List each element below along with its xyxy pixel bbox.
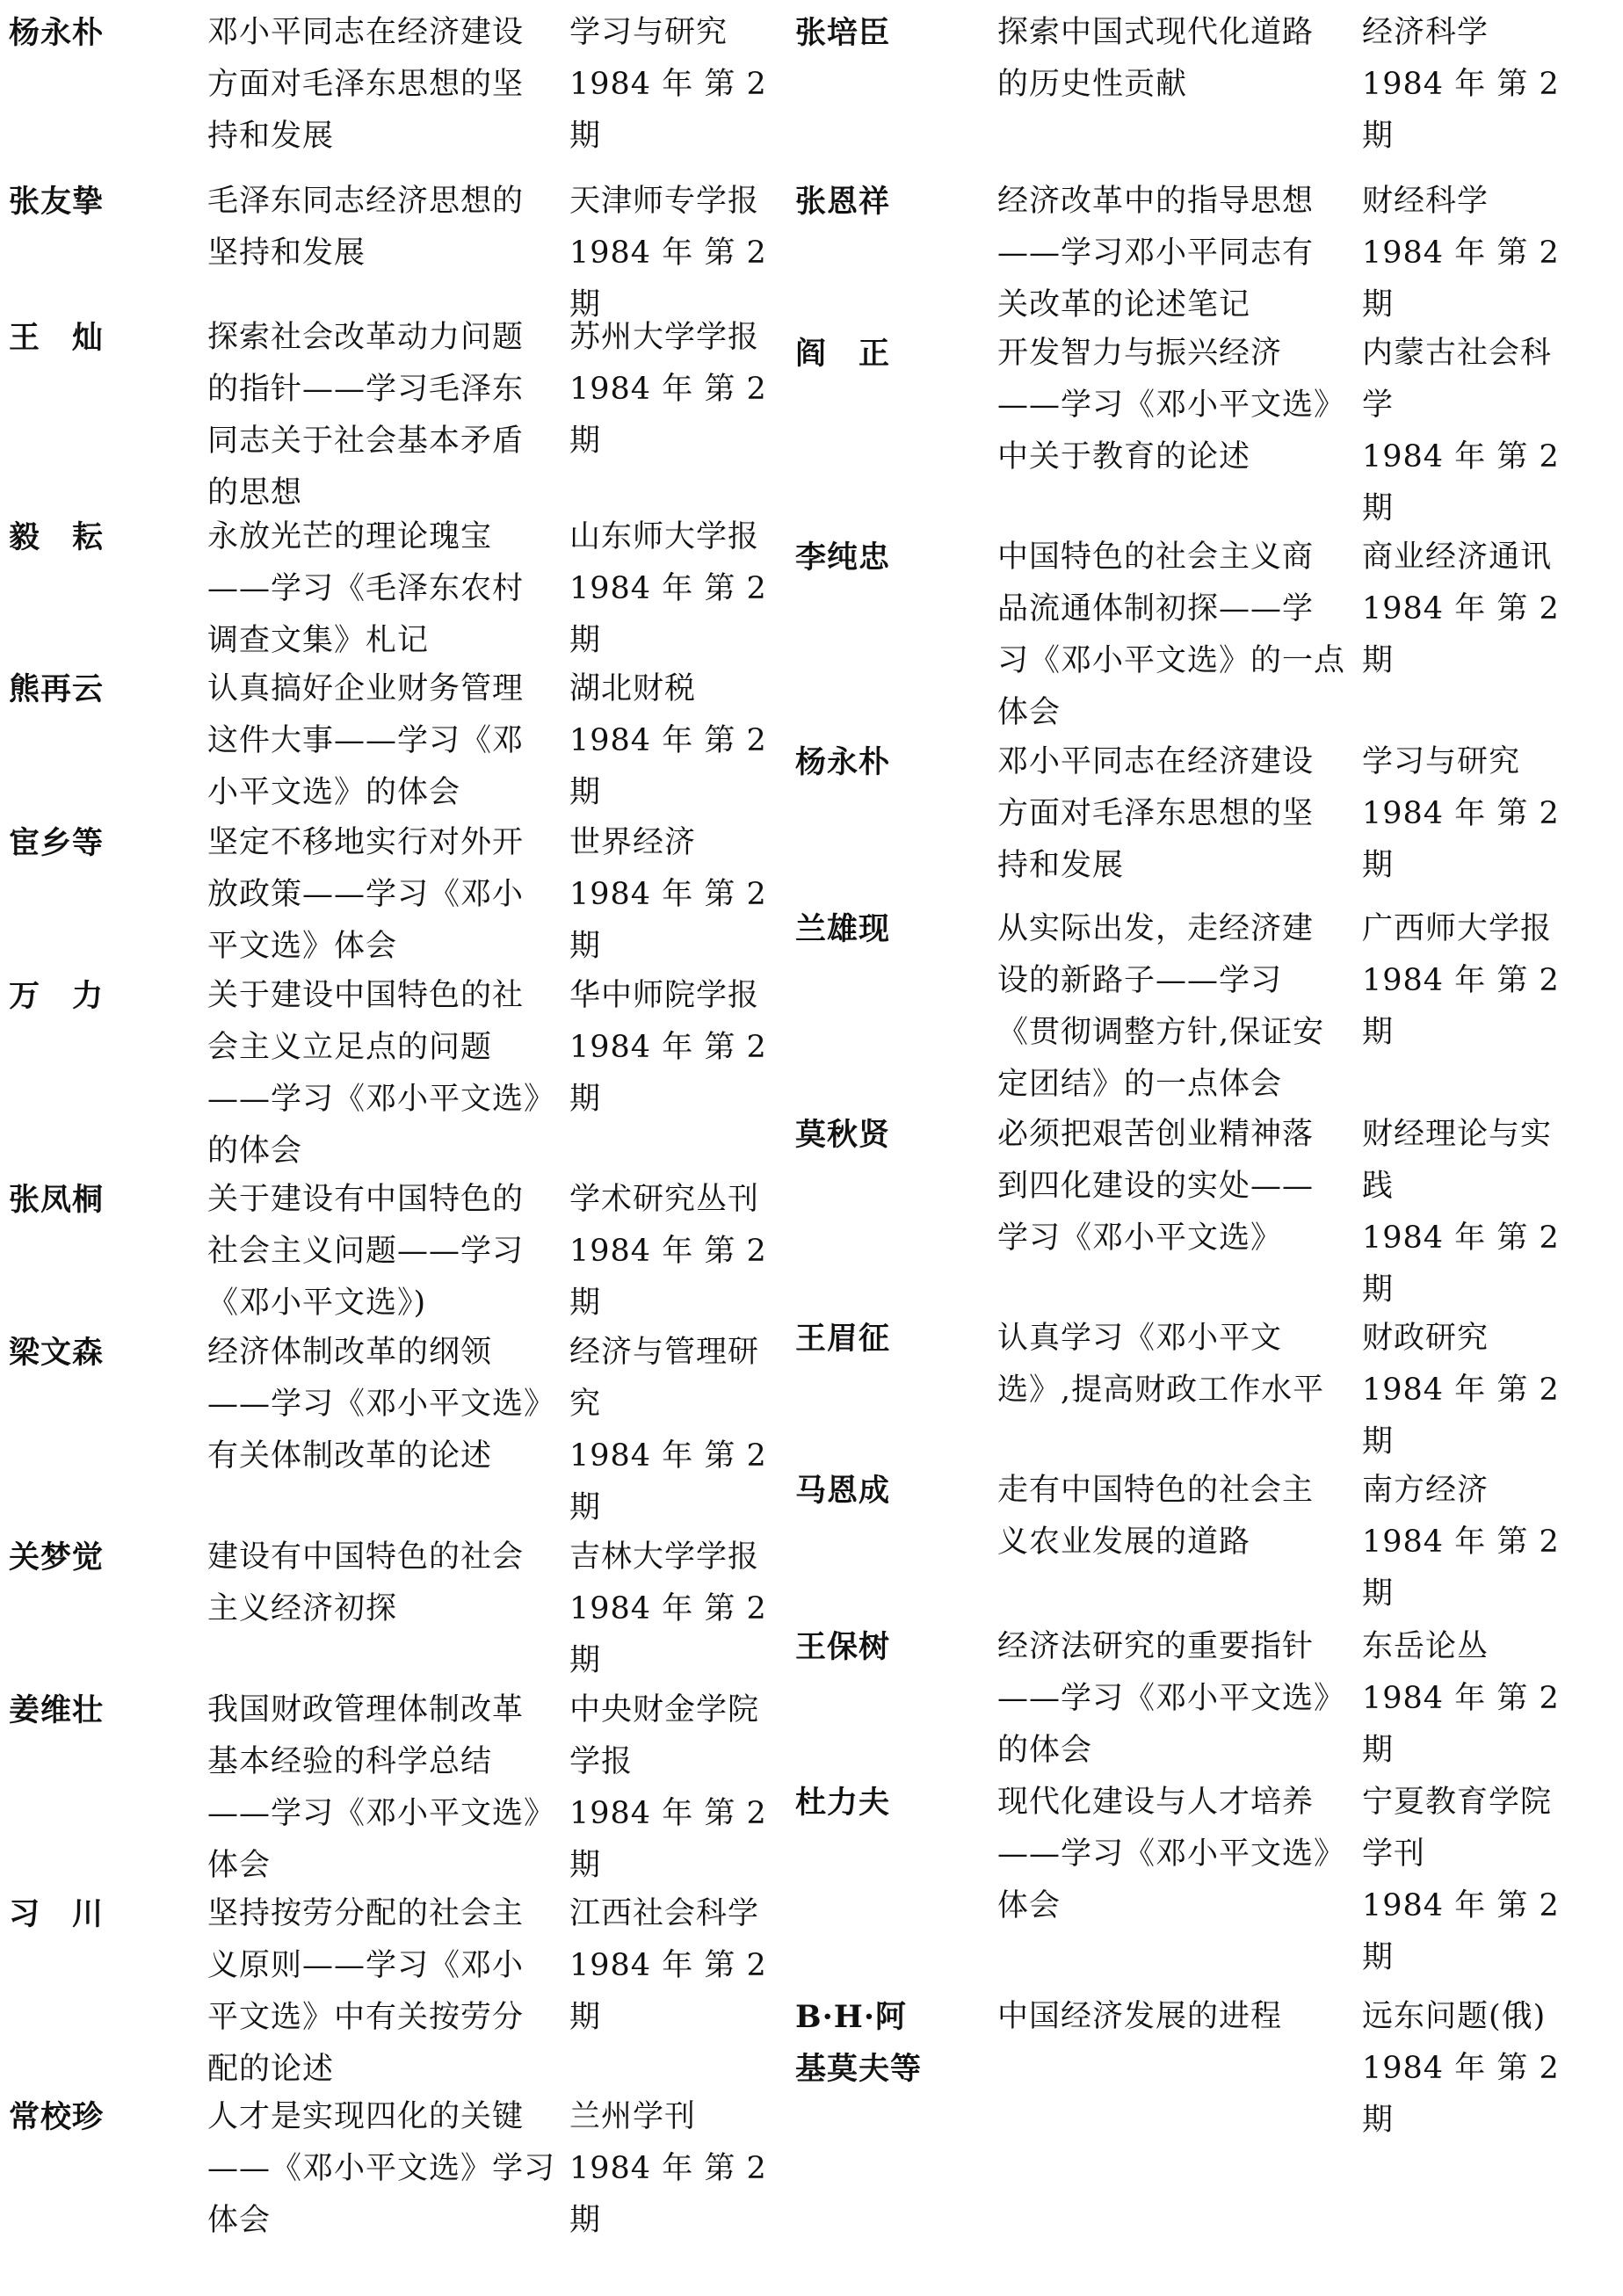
source-line: 兰州学刊 xyxy=(569,2099,697,2134)
title-line: 会主义立足点的问题 xyxy=(207,1030,493,1065)
source-line: 学刊 xyxy=(1362,1836,1426,1872)
source-line: 天津师专学报 xyxy=(569,184,760,219)
entry-author xyxy=(795,7,980,59)
entry-author xyxy=(795,903,980,955)
entry-source xyxy=(1362,1991,1617,2147)
title-line: 同志关于社会基本矛盾 xyxy=(207,424,525,459)
title-line: 体会 xyxy=(207,2203,272,2238)
entry-author xyxy=(795,328,980,380)
entry-author xyxy=(9,2091,185,2143)
source-line: 1984 年 第 2 xyxy=(1362,439,1560,474)
author-line: 莫秋贤 xyxy=(795,1117,891,1153)
title-line: 经济体制改革的纲领 xyxy=(207,1335,493,1370)
entry-source xyxy=(569,970,791,1126)
entry-title xyxy=(997,1777,1349,1932)
title-line: 关于建设中国特色的社 xyxy=(207,978,525,1013)
entry-source xyxy=(569,511,791,667)
author-line: 阎 正 xyxy=(795,336,891,372)
source-line: 期 xyxy=(1362,1733,1395,1768)
entry-author xyxy=(795,1109,980,1161)
title-line: 《邓小平文选》) xyxy=(207,1286,427,1321)
source-line: 1984 年 第 2 xyxy=(569,571,767,606)
source-line: 1984 年 第 2 xyxy=(1362,2051,1560,2086)
entry-title xyxy=(207,7,559,163)
entry-author xyxy=(795,1313,980,1365)
author-line: 梁文森 xyxy=(9,1335,105,1371)
source-line: 期 xyxy=(569,1490,602,1525)
source-line: 1984 年 第 2 xyxy=(569,723,767,758)
title-line: 平文选》体会 xyxy=(207,929,398,964)
title-line: 认真学习《邓小平文 xyxy=(997,1321,1283,1356)
title-line: 关改革的论述笔记 xyxy=(997,287,1251,322)
author-line: 杨永朴 xyxy=(9,15,105,51)
source-line: 期 xyxy=(1362,1576,1395,1612)
entry-source xyxy=(569,1532,791,1687)
title-line: 社会主义问题——学习 xyxy=(207,1234,525,1269)
source-line: 远东问题(俄) xyxy=(1362,1999,1547,2034)
source-line: 1984 年 第 2 xyxy=(569,1591,767,1626)
entry-title xyxy=(207,817,559,973)
entry-source xyxy=(569,1684,791,1892)
source-line: 华中师院学报 xyxy=(569,978,760,1013)
title-line: 的指针——学习毛泽东 xyxy=(207,372,525,407)
title-line: 《贯彻调整方针,保证安 xyxy=(997,1015,1325,1050)
source-line: 山东师大学报 xyxy=(569,519,760,554)
entry-author xyxy=(9,7,185,59)
title-line: ——学习《邓小平文选》 xyxy=(997,387,1346,423)
title-line: 配的论述 xyxy=(207,2052,335,2087)
source-line: 1984 年 第 2 xyxy=(569,877,767,912)
author-line: 张恩祥 xyxy=(795,184,891,220)
entry-source xyxy=(569,1888,791,2044)
entry-title xyxy=(207,970,559,1177)
entry-author xyxy=(9,176,185,228)
entry-title xyxy=(997,1621,1349,1777)
source-line: 期 xyxy=(1362,119,1395,154)
entry-author xyxy=(9,817,185,869)
source-line: 期 xyxy=(569,119,602,154)
source-line: 1984 年 第 2 xyxy=(569,1030,767,1065)
source-line: 1984 年 第 2 xyxy=(1362,1220,1560,1256)
title-line: 小平文选》的体会 xyxy=(207,775,461,810)
entry-title xyxy=(997,7,1349,111)
entry-title xyxy=(997,1465,1349,1568)
source-line: 1984 年 第 2 xyxy=(1362,1373,1560,1408)
source-line: 1984 年 第 2 xyxy=(1362,796,1560,831)
entry-author xyxy=(9,312,185,364)
source-line: 学术研究丛刊 xyxy=(569,1182,760,1217)
title-line: 关于建设有中国特色的 xyxy=(207,1182,525,1217)
entry-title xyxy=(997,328,1349,483)
entry-source xyxy=(569,1327,791,1534)
source-line: 期 xyxy=(1362,1940,1395,1975)
title-line: 坚定不移地实行对外开 xyxy=(207,825,525,860)
source-line: 湖北财税 xyxy=(569,671,697,706)
title-line: ——学习邓小平同志有 xyxy=(997,235,1315,271)
author-line: 熊再云 xyxy=(9,671,105,707)
source-line: 财经科学 xyxy=(1362,184,1489,219)
title-line: 平文选》中有关按劳分 xyxy=(207,2000,525,2035)
entry-source xyxy=(1362,1109,1617,1316)
title-line: 主义经济初探 xyxy=(207,1591,398,1626)
author-line: 宦乡等 xyxy=(9,825,105,861)
source-line: 1984 年 第 2 xyxy=(1362,591,1560,627)
title-line: 到四化建设的实处—— xyxy=(997,1169,1315,1204)
source-line: 1984 年 第 2 xyxy=(1362,1888,1560,1923)
entry-source xyxy=(569,176,791,331)
title-line: 毛泽东同志经济思想的 xyxy=(207,184,525,219)
source-line: 1984 年 第 2 xyxy=(569,235,767,271)
title-line: 学习《邓小平文选》 xyxy=(997,1220,1283,1256)
source-line: 苏州大学学报 xyxy=(569,320,760,355)
entry-title xyxy=(207,312,559,519)
entry-source xyxy=(1362,1465,1617,1620)
author-line: 张凤桐 xyxy=(9,1182,105,1218)
entry-author xyxy=(9,1684,185,1736)
entry-title xyxy=(207,2091,559,2247)
author-line: 习 川 xyxy=(9,1896,105,1932)
title-line: 品流通体制初探——学 xyxy=(997,591,1315,627)
title-line: 的历史性贡献 xyxy=(997,67,1188,102)
title-line: 的思想 xyxy=(207,475,303,511)
source-line: 期 xyxy=(1362,2103,1395,2138)
title-line: 必须把艰苦创业精神落 xyxy=(997,1117,1315,1152)
entry-title xyxy=(207,511,559,667)
title-line: 设的新路子——学习 xyxy=(997,963,1283,998)
author-line: 王保树 xyxy=(795,1629,891,1665)
author-line: 姜维壮 xyxy=(9,1692,105,1728)
author-line: 杜力夫 xyxy=(795,1785,891,1821)
source-line: 期 xyxy=(1362,1424,1395,1459)
entry-author xyxy=(795,736,980,788)
entry-source xyxy=(569,2091,791,2247)
title-line: 义农业发展的道路 xyxy=(997,1525,1251,1560)
entry-author xyxy=(9,663,185,715)
entry-author xyxy=(9,970,185,1022)
entry-source xyxy=(1362,532,1617,687)
source-line: 学习与研究 xyxy=(1362,744,1521,779)
source-line: 南方经济 xyxy=(1362,1473,1489,1508)
title-line: 持和发展 xyxy=(997,848,1125,883)
title-line: ——学习《邓小平文选》 xyxy=(207,1796,556,1831)
entry-title xyxy=(997,1109,1349,1264)
source-line: 期 xyxy=(569,2203,602,2238)
title-line: 坚持按劳分配的社会主 xyxy=(207,1896,525,1931)
title-line: 持和发展 xyxy=(207,119,335,154)
title-line: 的体会 xyxy=(207,1134,303,1169)
entry-author xyxy=(9,1888,185,1940)
entry-author xyxy=(795,1991,980,2095)
author-line: 李纯忠 xyxy=(795,540,891,576)
entry-title xyxy=(997,736,1349,892)
entry-author xyxy=(9,1532,185,1583)
entry-title xyxy=(997,1991,1349,2043)
author-line: 王 灿 xyxy=(9,320,105,356)
title-line: ——学习《邓小平文选》 xyxy=(997,1681,1346,1716)
source-line: 1984 年 第 2 xyxy=(1362,67,1560,102)
title-line: 认真搞好企业财务管理 xyxy=(207,671,525,706)
title-line: 从实际出发，走经济建 xyxy=(997,911,1315,946)
source-line: 1984 年 第 2 xyxy=(569,1234,767,1269)
source-line: 宁夏教育学院 xyxy=(1362,1785,1553,1820)
entry-title xyxy=(997,903,1349,1111)
title-line: 这件大事——学习《邓 xyxy=(207,723,525,758)
title-line: 习《邓小平文选》的一点 xyxy=(997,643,1346,678)
source-line: 期 xyxy=(1362,287,1395,322)
source-line: 中央财金学院 xyxy=(569,1692,760,1727)
source-line: 财经理论与实 xyxy=(1362,1117,1553,1152)
entry-source xyxy=(1362,736,1617,892)
author-line: 马恩成 xyxy=(795,1473,891,1509)
entry-author xyxy=(795,1621,980,1673)
title-line: 义原则——学习《邓小 xyxy=(207,1948,525,1983)
author-line: B·H·阿 xyxy=(795,1999,908,2035)
title-line: 人才是实现四化的关键 xyxy=(207,2099,525,2134)
author-line: 常校珍 xyxy=(9,2099,105,2135)
source-line: 内蒙古社会科 xyxy=(1362,336,1553,371)
title-line: 方面对毛泽东思想的坚 xyxy=(997,796,1315,831)
source-line: 世界经济 xyxy=(569,825,697,860)
title-line: 定团结》的一点体会 xyxy=(997,1067,1283,1102)
author-line: 杨永朴 xyxy=(795,744,891,780)
entry-author xyxy=(9,1327,185,1379)
entry-source xyxy=(1362,328,1617,535)
entry-author xyxy=(795,532,980,583)
source-line: 期 xyxy=(1362,848,1395,883)
author-line: 兰雄现 xyxy=(795,911,891,947)
title-line: 经济法研究的重要指针 xyxy=(997,1629,1315,1664)
source-line: 1984 年 第 2 xyxy=(569,67,767,102)
source-line: 期 xyxy=(569,1643,602,1678)
source-line: 期 xyxy=(569,775,602,810)
title-line: 体会 xyxy=(997,695,1061,730)
source-line: 1984 年 第 2 xyxy=(1362,235,1560,271)
title-line: ——学习《邓小平文选》 xyxy=(207,1387,556,1422)
entry-source xyxy=(569,7,791,163)
title-line: 基本经验的科学总结 xyxy=(207,1744,493,1779)
entry-title xyxy=(997,1313,1349,1416)
title-line: 探索社会改革动力问题 xyxy=(207,320,525,355)
title-line: 开发智力与振兴经济 xyxy=(997,336,1283,371)
source-line: 1984 年 第 2 xyxy=(569,1438,767,1474)
source-line: 商业经济通讯 xyxy=(1362,540,1553,575)
source-line: 期 xyxy=(569,2000,602,2035)
title-line: 经济改革中的指导思想 xyxy=(997,184,1315,219)
entry-source xyxy=(1362,1621,1617,1777)
entry-author xyxy=(795,176,980,228)
title-line: 体会 xyxy=(997,1888,1061,1923)
title-line: ——学习《邓小平文选》 xyxy=(207,1082,556,1117)
entry-title xyxy=(207,1174,559,1329)
source-line: 经济科学 xyxy=(1362,15,1489,50)
source-line: 经济与管理研 xyxy=(569,1335,760,1370)
source-line: 广西师大学报 xyxy=(1362,911,1553,946)
source-line: 期 xyxy=(569,1286,602,1321)
entry-source xyxy=(1362,1313,1617,1468)
source-line: 践 xyxy=(1362,1169,1395,1204)
title-line: ——学习《邓小平文选》 xyxy=(997,1836,1346,1872)
entry-source xyxy=(569,817,791,973)
title-line: 放政策——学习《邓小 xyxy=(207,877,525,912)
entry-source xyxy=(1362,176,1617,331)
title-line: 永放光芒的理论瑰宝 xyxy=(207,519,493,554)
title-line: 方面对毛泽东思想的坚 xyxy=(207,67,525,102)
source-line: 江西社会科学 xyxy=(569,1896,760,1931)
title-line: ——《邓小平文选》学习 xyxy=(207,2151,556,2186)
source-line: 期 xyxy=(569,1848,602,1883)
source-line: 1984 年 第 2 xyxy=(569,372,767,407)
source-line: 学 xyxy=(1362,387,1395,423)
title-line: 中国经济发展的进程 xyxy=(997,1999,1283,2034)
entry-source xyxy=(569,1174,791,1329)
author-line: 基莫夫等 xyxy=(795,2051,923,2087)
source-line: 期 xyxy=(1362,1272,1395,1307)
entry-title xyxy=(997,532,1349,739)
entry-title xyxy=(207,176,559,279)
source-line: 1984 年 第 2 xyxy=(1362,963,1560,998)
title-line: 建设有中国特色的社会 xyxy=(207,1539,525,1575)
title-line: 中国特色的社会主义商 xyxy=(997,540,1315,575)
source-line: 1984 年 第 2 xyxy=(1362,1525,1560,1560)
title-line: ——学习《毛泽东农村 xyxy=(207,571,525,606)
title-line: 走有中国特色的社会主 xyxy=(997,1473,1315,1508)
source-line: 期 xyxy=(1362,643,1395,678)
source-line: 1984 年 第 2 xyxy=(569,1948,767,1983)
title-line: 体会 xyxy=(207,1848,272,1883)
author-line: 关梦觉 xyxy=(9,1539,105,1575)
title-line: 选》,提高财政工作水平 xyxy=(997,1373,1325,1408)
entry-source xyxy=(569,312,791,467)
source-line: 1984 年 第 2 xyxy=(569,1796,767,1831)
entry-title xyxy=(207,1327,559,1482)
entry-title xyxy=(207,1888,559,2096)
entry-author xyxy=(9,511,185,563)
entry-author xyxy=(9,1174,185,1226)
title-line: 我国财政管理体制改革 xyxy=(207,1692,525,1727)
source-line: 学习与研究 xyxy=(569,15,728,50)
source-line: 期 xyxy=(569,929,602,964)
source-line: 期 xyxy=(569,424,602,459)
entry-source xyxy=(1362,1777,1617,1984)
source-line: 期 xyxy=(569,623,602,658)
source-line: 期 xyxy=(569,1082,602,1117)
source-line: 期 xyxy=(1362,491,1395,526)
entry-title xyxy=(207,1532,559,1635)
source-line: 学报 xyxy=(569,1744,634,1779)
entry-author xyxy=(795,1777,980,1829)
title-line: 坚持和发展 xyxy=(207,235,366,271)
entry-source xyxy=(569,663,791,819)
source-line: 1984 年 第 2 xyxy=(569,2151,767,2186)
source-line: 财政研究 xyxy=(1362,1321,1489,1356)
source-line: 期 xyxy=(1362,1015,1395,1050)
title-line: 邓小平同志在经济建设 xyxy=(997,744,1315,779)
author-line: 万 力 xyxy=(9,978,105,1014)
entry-source xyxy=(1362,7,1617,163)
source-line: 1984 年 第 2 xyxy=(1362,1681,1560,1716)
source-line: 吉林大学学报 xyxy=(569,1539,760,1575)
entry-title xyxy=(207,1684,559,1892)
title-line: 有关体制改革的论述 xyxy=(207,1438,493,1474)
source-line: 究 xyxy=(569,1387,602,1422)
title-line: 中关于教育的论述 xyxy=(997,439,1251,474)
author-line: 张友挚 xyxy=(9,184,105,220)
title-line: 的体会 xyxy=(997,1733,1093,1768)
source-line: 期 xyxy=(569,287,602,322)
title-line: 调查文集》札记 xyxy=(207,623,430,658)
entry-title xyxy=(997,176,1349,331)
entry-source xyxy=(1362,903,1617,1059)
author-line: 王眉征 xyxy=(795,1321,891,1357)
author-line: 张培臣 xyxy=(795,15,891,51)
entry-title xyxy=(207,663,559,819)
source-line: 东岳论丛 xyxy=(1362,1629,1489,1664)
title-line: 现代化建设与人才培养 xyxy=(997,1785,1315,1820)
author-line: 毅 耘 xyxy=(9,519,105,555)
title-line: 邓小平同志在经济建设 xyxy=(207,15,525,50)
entry-author xyxy=(795,1465,980,1517)
title-line: 探索中国式现代化道路 xyxy=(997,15,1315,50)
